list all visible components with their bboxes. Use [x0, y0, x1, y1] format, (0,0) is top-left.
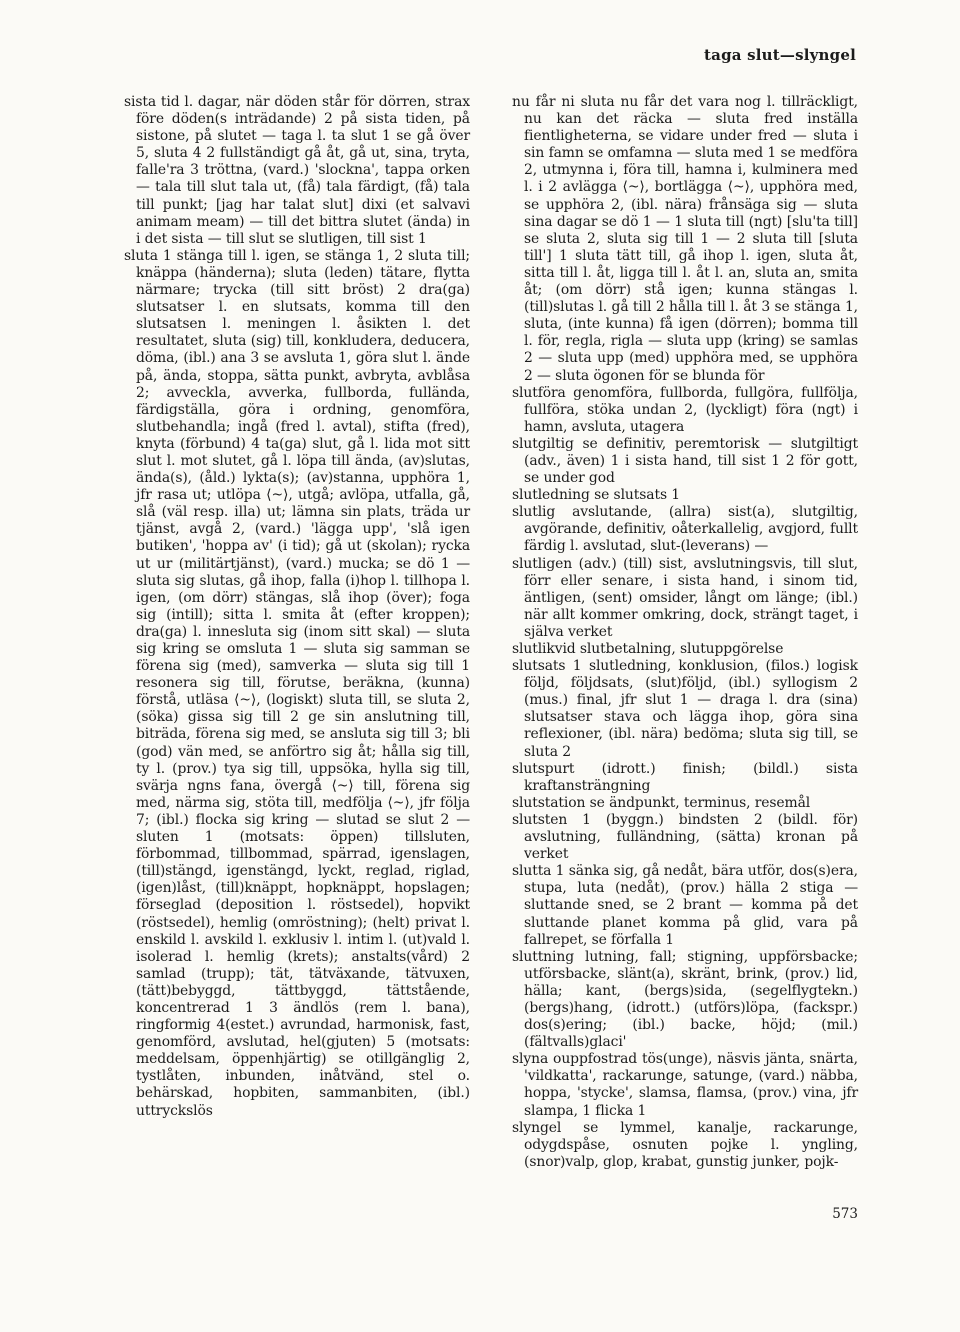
entry-slutsats: slutsats 1 slutledning, konklusion, (filos.) logisk följd, följdsats, (slut)följd, (ibl.) syllogism 2 (mus.) final, jfr slut 1 — draga l. dra (sina) slutsatser stava och lägga ihop, göra sina reflexioner, (ibl. nära) bedöma; sluta sig till, se sluta 2: [512, 658, 858, 760]
entry-slutledning: slutledning se slutsats 1: [512, 487, 681, 504]
entry-slutfora: slutföra genomföra, fullborda, fullgöra, fullfölja, fullföra, stöka undan 2, (lyckligt) föra (ngt) i hamn, avsluta, utagera: [512, 384, 858, 435]
left-column: [124, 94, 470, 1120]
entry-slutspurt: slutspurt (idrott.) finish; (bildl.) sista kraftansträngning: [512, 760, 858, 794]
entry-slutgiltig: slutgiltig se definitiv, peremtorisk — slutgiltigt (adv., även) 1 i sista hand, till sist 1 2 för gott, se under god: [512, 435, 858, 487]
entry-paragraph: nu får ni sluta nu får det vara nog l. tillräckligt, nu kan det räcka — sluta fred inställa fientligheterna, se vidare under fred — sluta i sin famn se omfamna — sluta med 1 se medföra 2, utmynna i, föra till, hamna i, kulminera med l. i 2 avlägga ⟨~⟩, bortlägga ⟨~⟩, upphöra med, se upphöra 2, (ibl. nära) frånsäga sig — sluta sina dagar se dö 1 — 1 sluta till (ngt) [slu'ta till] se sluta 2, sluta sig till 1 — 2 sluta till [sluta till'] 1 sluta tätt till, gå ihop l. igen, sluta åt, sitta till l. åt, ligga till l. åt l. an, sluta an, smita åt; (om dörr) stå igen; kunna stängas l. (till)slutas l. gå till 2 hålla till l. åt 3 se stänga 1, sluta, (inte kunna) få igen (dörren); bomma till l. för, regla, rigla — sluta upp (kring) se samlas 2 — sluta upp (med) upphöra med, se upphöra 2 — sluta ögonen för se blunda för: [512, 94, 858, 384]
entry-slutta: slutta 1 sänka sig, gå nedåt, bära utför, dos(s)era, stupa, luta (nedåt), (prov.) hälla 2 stiga — sluttande sned, se 2 brant — komma på det sluttande planet komma på glid, vara på fallrepet, se förfalla 1: [512, 863, 858, 948]
entry-slyngel: slyngel se lymmel, kanalje, rackarunge, odygdspåse, osnuten pojke l. yngling, (snor)valp, glop, krabat, gunstig junker, pojk-: [512, 1119, 858, 1170]
entry-paragraph: sista tid l. dagar, när döden står för dörren, strax före döden(s inträdande) 2 på sista tiden, på sistone, på slutet — taga l. ta slut 1 se gå över 5, sluta 4 2 fullständigt gå åt, gå ut, sina, tryta, falle'ra 3 tröttna, (vard.) 'slockna', tappa orken — tala till slut tala ut, (få) tala färdigt, (få) tala till punkt; [jag har talat slut] dixi (et salvavi animam meam) — till det bittra slutet (ända) in i det sista — till slut se slutligen, till sist 1: [124, 94, 470, 247]
page-number: 573: [832, 1206, 858, 1222]
entry-slutligen: slutligen (adv.) (till) sist, avslutningsvis, till slut, förr eller senare, i sista hand, i sinom tid, äntligen, (sent) omsider, långt om länge; (ibl.) när allt kommer omkring, dock, strängt taget, i själva verket: [512, 555, 858, 640]
entry-sluta: sluta 1 stänga till l. igen, se stänga 1, 2 sluta till; knäppa (händerna); sluta (leden) tätare, flytta närmare; trycka (till sitt bröst) 2 dra(ga) slutsatser l. en slutsats, komma till den slutsatsen l. meningen l. åsikten l. det resultatet, sluta (sig) till, konkludera, deducera, döma, (ibl.) ana 3 se avsluta 1, göra slut l. ände på, ända, stoppa, sätta punkt, avbryta, avblåsa 2; avveckla, avverka, fullborda, fullända, färdigställa, göra i ordning, genomföra, slutbehandla; ingå (fred l. avtal), stifta (fred), knyta (förbund) 4 ta(ga) slut, gå l. lida mot sitt slut l. mot slutet, gå l. löpa till ända, (av)slutas, ända(s), (åld.) lykta(s); (av)stanna, upphöra 1, jfr rasa ut; utlöpa ⟨~⟩, utgå; avlöpa, utfalla, gå, slå (väl resp. illa) ut; lämna sin plats, träda ur tjänst, avgå 2, (vard.) 'lägga upp', 'slå igen butiken', 'hoppa av' (i tid); gå ut (skolan); rycka ut ur (militärtjänst), (vard.) mucka; se dö 1 — sluta sig slutas, gå ihop, falla (i)hop l. tillhopa l. igen, (om dörr) stängas, slå ihop (över); foga sig (intill); sitta l. smita åt (efter kroppen); dra(ga) l. innesluta sig (inom sitt skal) — sluta sig kring se omsluta 1 — sluta sig samman se förena sig (med), samverka — sluta sig till 1 resonera sig till, förutse, beräkna, (kunna) förstå, utläsa ⟨~⟩, (logiskt) sluta till, se sluta 2, (söka) gissa sig till 2 ge sin anslutning till, biträda, förena sig med, se ansluta sig till 3; bli (god) vän med, se anförtro sig åt; hålla sig till, ty l. (prov.) tya sig till, uppsöka, hylla sig till, svärja ngns fana, övergå ⟨~⟩ till, förena sig med, närma sig, stöta till, medfölja ⟨~⟩, jfr följa 7; (ibl.) flocka sig kring — slutad se slut 2 — sluten 1 (motsats: öppen) tillsluten, förbommad, tillbommad, spärrad, igenslagen, (till)stängd, igenstängd, lyckt, reglad, riglad, (igen)låst, (till)knäppt, hopknäppt, hopslagen; förseglad (deposition l. röstsedel), hopvikt (röstsedel), hemlig (omröstning); (helt) privat l. enskild l. avskild l. exklusiv l. intim l. (ut)vald l. isolerad l. hemlig (krets); anstalts(vård) 2 samlad (trupp); tät, tätväxande, tätvuxen, (tätt)bebyggd, tättbyggd, tättstående, koncentrerad 1 3 ändlös (rem l. bana), ringformig 4(estet.) avrundad, harmonisk, fast, genomförd, avslutad, hel(gjuten) 5 (motsats: meddelsam, öppenhjärtig) se otillgänglig 2, tystlåten, inbunden, inåtvänd, stel o. behärskad, hopbiten, sammanbiten, (ibl.) uttryckslös: [124, 247, 470, 1119]
entry-slutsten: slutsten 1 (byggn.) bindsten 2 (bildl. för) avslutning, fulländning, (sätta) kronan på verket: [512, 811, 858, 863]
entry-sluttning: sluttning lutning, fall; stigning, uppförsbacke; utförsbacke, slänt(a), skränt, brink, (prov.) lid, hälla; kant, (bergs)sida, (segelflygtekn.) (bergs)hang, (idrott.) (utförs)löpa, (fackspr.) dos(s)ering; (ibl.) backe, höjd; (mil.) (fältvalls)glaci': [512, 948, 858, 1051]
entry-slyna: slyna ouppfostrad tös(unge), näsvis jänta, snärta, 'vildkatta', rackarunge, satunge, (vard.) näbba, hoppa, 'stycke', slamsa, flamsa, (prov.) vina, jfr slampa, 1 flicka 1: [512, 1051, 858, 1119]
entry-slutlig: slutlig avslutande, (allra) sist(a), slutgiltig, avgörande, definitiv, oåterkallelig, avgjord, fullt färdig l. avslutad, slut-(leverans) —: [512, 504, 858, 555]
entry-slutlikvid: slutlikvid slutbetalning, slutuppgörelse: [512, 641, 784, 657]
running-head: taga slut—slyngel: [704, 46, 856, 64]
entry-slutstation: slutstation se ändpunkt, terminus, resemål: [512, 794, 811, 811]
right-column: [512, 94, 858, 1171]
